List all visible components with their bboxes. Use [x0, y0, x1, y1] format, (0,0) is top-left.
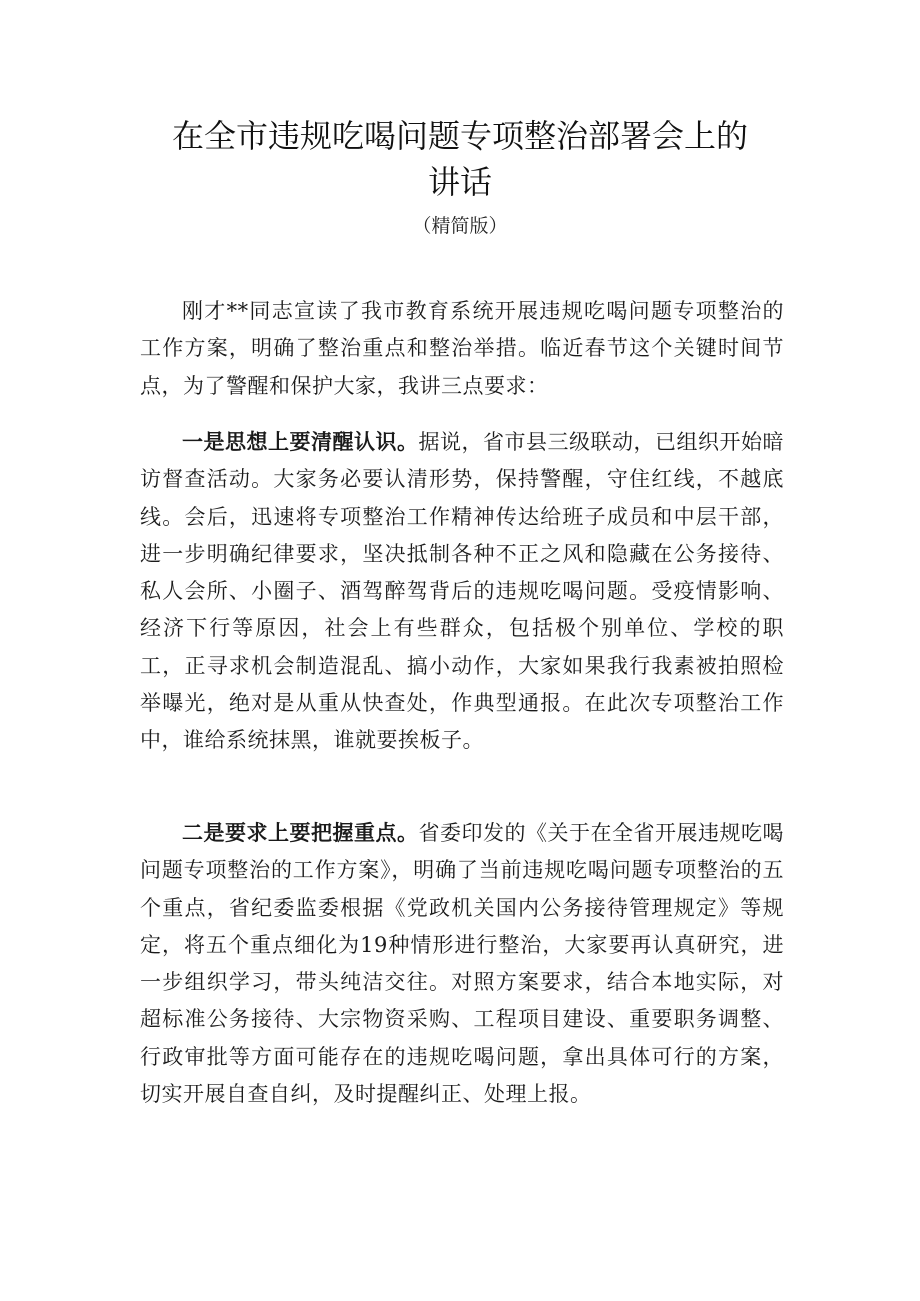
- section-lead-1: 一是思想上要清醒认识。: [182, 430, 419, 454]
- document-subtitle: （精简版）: [412, 215, 508, 237]
- document-title-line2: 讲话: [427, 163, 492, 201]
- section-paragraph-1: [140, 424, 784, 760]
- document-title-line1: 在全市违规吃喝问题专项整治部署会上的: [171, 117, 748, 155]
- intro-paragraph: 刚才**同志宣读了我市教育系统开展违规吃喝问题专项整治的工作方案，明确了整治重点和整治举措。临近春节这个关键时间节点，为了警醒和保护大家，我讲三点要求：: [140, 299, 784, 398]
- section-text-1: 据说，省市县三级联动，已组织开始暗访督查活动。大家务必要认清形势，保持警醒，守住红线，不越底线。会后，迅速将专项整治工作精神传达给班子成员和中层干部，进一步明确纪律要求，坚决抵制各种不正之风和隐藏在公务接待、私人会所、小圈子、酒驾醉驾背后的违规吃喝问题。受疫情影响、经济下行等原因，社会上有些群众，包括极个别单位、学校的职工，正寻求机会制造混乱、搞小动作，大家如果我行我素被拍照检举曝光，绝对是从重从快查处，作典型通报。在此次专项整治工作中，谁给系统抹黑，谁就要挨板子。: [140, 430, 784, 753]
- section-lead-2: 二是要求上要把握重点。: [182, 821, 419, 845]
- section-text-2: 省委印发的《关于在全省开展违规吃喝问题专项整治的工作方案》，明确了当前违规吃喝问题专项整治的五个重点，省纪委监委根据《党政机关国内公务接待管理规定》等规定，将五个重点细化为19种情形进行整治，大家要再认真研究，进一步组织学习，带头纯洁交往。对照方案要求，结合本地实际，对超标准公务接待、大宗物资采购、工程项目建设、重要职务调整、行政审批等方面可能存在的违规吃喝问题，拿出具体可行的方案，切实开展自查自纠，及时提醒纠正、处理上报。: [140, 821, 784, 1107]
- section-paragraph-2: [140, 815, 784, 1113]
